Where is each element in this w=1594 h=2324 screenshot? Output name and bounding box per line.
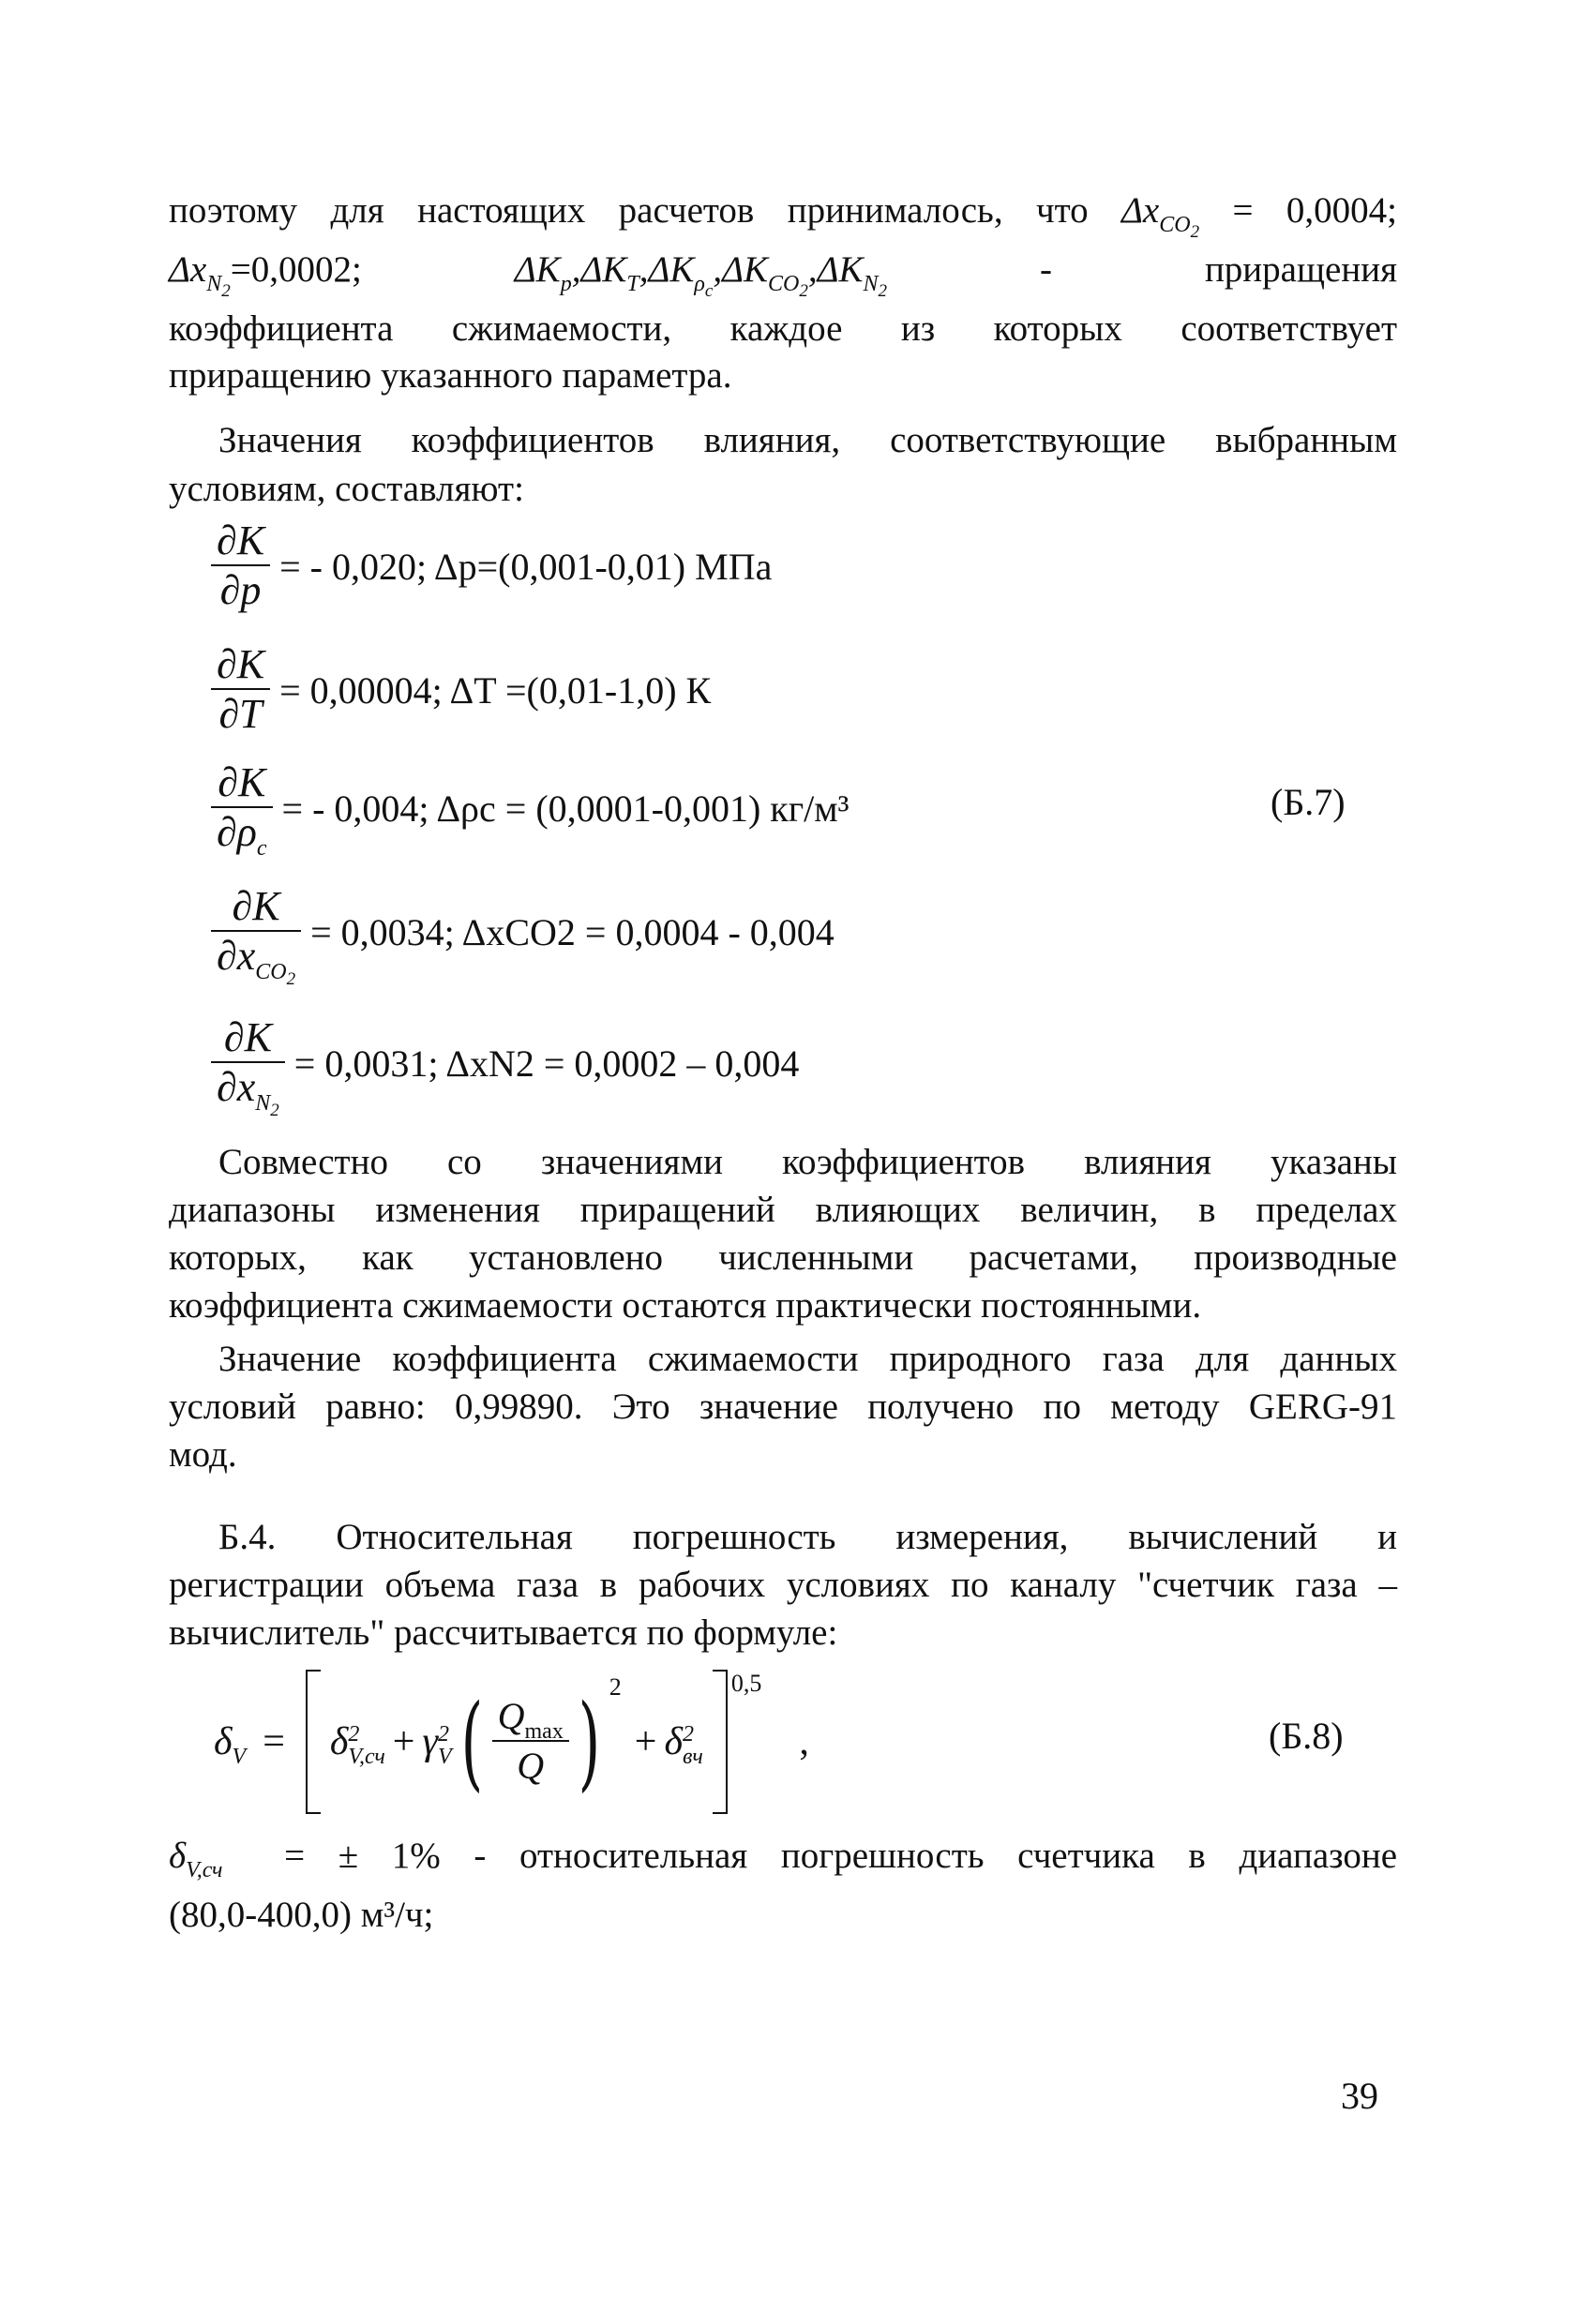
equation-dk-drho bbox=[211, 759, 850, 861]
equation-value: = 0,00004; ΔT =(0,01-1,0) К bbox=[279, 668, 712, 712]
text-line: вычислитель" рассчитывается по формуле: bbox=[169, 1612, 838, 1653]
page-number: 39 bbox=[1341, 2075, 1378, 2117]
fraction: $\frac{\partial K}{\partial x_{N_2}}$ bbox=[211, 1014, 285, 1112]
text-line: регистрации объема газа в рабочих условиях по каналу "счетчик газа – bbox=[169, 1565, 1397, 1605]
text-span: приращения bbox=[1204, 249, 1398, 290]
text-line: Б.4. Относительная погрешность измерения, вычислений и bbox=[218, 1517, 1397, 1557]
text-line: Значение коэффициента сжимаемости природного газа для данных bbox=[218, 1339, 1397, 1379]
right-paren: ) bbox=[578, 1682, 601, 1802]
equation-value: = 0,0034; ΔxCO2 = 0,0004 - 0,004 bbox=[310, 910, 835, 953]
fraction: $\frac{\partial K}{\partial x_{CO_2}}$ bbox=[211, 883, 301, 981]
text-line: условий равно: 0,99890. Это значение получено по методу GERG-91 bbox=[169, 1387, 1397, 1427]
text-line: условиям, составляют: bbox=[169, 469, 524, 509]
delta-k-list: $\Delta K_p,\Delta K_T,\Delta K_{\rho_c},\Delta K_{CO_2},\Delta K_{N_2}$ - bbox=[514, 249, 1052, 301]
fraction: $\frac{\partial K}{\partial T}$ bbox=[211, 641, 270, 739]
left-paren: ( bbox=[460, 1682, 483, 1802]
text-line bbox=[169, 247, 1398, 301]
delta-v: $\delta_V$ bbox=[214, 1720, 247, 1769]
right-bracket bbox=[713, 1670, 728, 1814]
bracket-content: $\delta^2_{V,сч}$ + $\gamma^2_V$ ( $\frac{Q_{max}}{Q}$ ) 2 + $\delta^2_{вч}$ bbox=[329, 1673, 703, 1802]
fraction: $\frac{\partial K}{\partial p}$ bbox=[211, 517, 270, 615]
text-line: мод. bbox=[169, 1434, 237, 1475]
equation-label: (Б.7) bbox=[1271, 781, 1346, 823]
formula-b8 bbox=[214, 1657, 809, 1826]
equation-value: = - 0,004; Δρc = (0,0001-0,001) кг/м³ bbox=[281, 787, 850, 830]
equation-value: = - 0,020; Δp=(0,001-0,01) МПа bbox=[279, 545, 773, 588]
power-exponent: 0,5 bbox=[730, 1670, 762, 1697]
text-line bbox=[169, 1833, 1397, 1880]
text-line: Совместно со значениями коэффициентов влияния указаны bbox=[218, 1142, 1397, 1182]
q-ratio: $\frac{Q_{max}}{Q}$ bbox=[492, 1693, 569, 1791]
equation-dk-dp bbox=[211, 517, 772, 615]
text-line: диапазоны изменения приращений влияющих величин, в пределах bbox=[169, 1190, 1397, 1230]
delta-x-n2: $\Delta x_{N_2}=0,0002$; bbox=[169, 249, 362, 301]
equation-dk-dxn2 bbox=[211, 1014, 800, 1120]
text-span: = ± 1% - относительная погрешность счетчика в диапазоне bbox=[284, 1836, 1398, 1876]
equation-dk-dt bbox=[211, 641, 711, 739]
text-line: приращению указанного параметра. bbox=[169, 355, 732, 396]
text-line: (80,0-400,0) м³/ч; bbox=[169, 1895, 434, 1935]
equation-value: = 0,0031; ΔxN2 = 0,0002 – 0,004 bbox=[293, 1042, 800, 1085]
text-line: коэффициента сжимаемости, каждое из которых соответствует bbox=[169, 308, 1397, 349]
equals-sign: = bbox=[263, 1720, 285, 1763]
text-line: коэффициента сжимаемости остаются практически постоянными. bbox=[169, 1285, 1202, 1326]
fraction: $\frac{\partial K}{\partial\rho_c}$ bbox=[211, 759, 273, 857]
formula-comma: , bbox=[799, 1720, 809, 1763]
equation-dk-dxco2 bbox=[211, 883, 835, 989]
text-line bbox=[169, 187, 1397, 242]
delta-x-co2: $\Delta x_{CO_2}$ bbox=[1121, 190, 1200, 242]
text-line: которых, как установлено численными расчетами, производные bbox=[169, 1237, 1397, 1278]
text-line: Значения коэффициентов влияния, соответствующие выбранным bbox=[218, 420, 1397, 460]
equation-label: (Б.8) bbox=[1269, 1715, 1344, 1757]
text-span: = 0,0004; bbox=[1232, 190, 1397, 231]
delta-v-sch: $\delta_{V,сч}$ bbox=[169, 1836, 223, 1882]
left-bracket bbox=[306, 1670, 321, 1814]
text-span: поэтому для настоящих расчетов принималось, что bbox=[169, 190, 1089, 231]
